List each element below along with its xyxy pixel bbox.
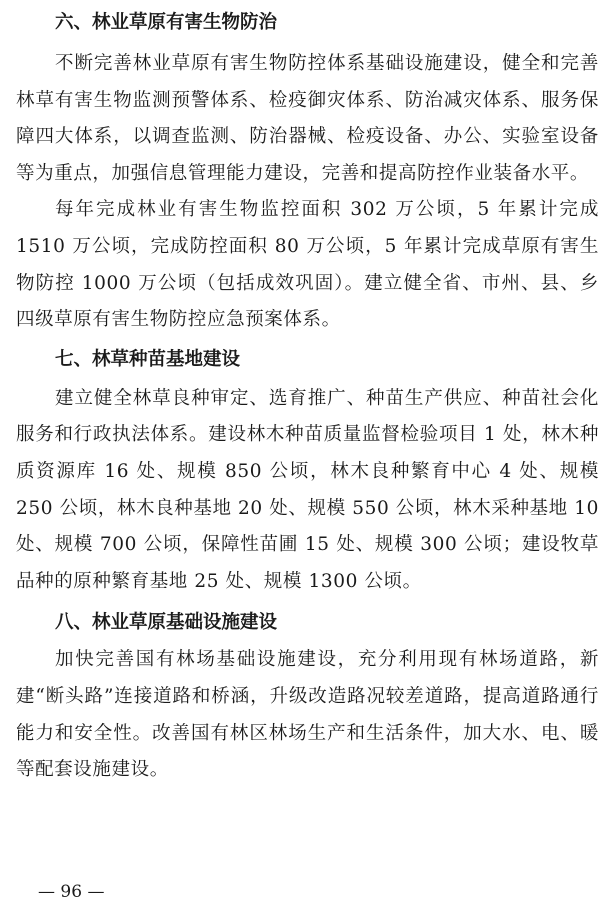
paragraph-pest-control-system: 不断完善林业草原有害生物防控体系基础设施建设，健全和完善林草有害生物监测预警体系、检疫御灾体系、防治减灾体系、服务保障四大体系，以调查监测、防治器械、检疫设备、办公、实验室设备等为重点，加强信息管理能力建设，完善和提高防控作业装备水平。 xyxy=(16,53,599,184)
section-heading-seedling-base: 七、林草种苗基地建设 xyxy=(55,348,241,370)
page-number: — 96 — xyxy=(38,882,105,902)
paragraph-seedling-base: 建立健全林草良种审定、选育推广、种苗生产供应、种苗社会化服务和行政执法体系。建设林木种苗质量监督检验项目 1 处，林木种质资源库 16 处、规模 850 公顷，林木良种繁育中心 4 处、规模 250 公顷，林木良种基地 20 处、规模 550 公顷，林木采种基地 10 处、规模 700 公顷，保障性苗圃 15 处、规模 300 公顷；建设牧草品种的原种繁育基地 25 处、规模 1300 公顷。 xyxy=(16,387,599,592)
section-heading-pest-control: 六、林业草原有害生物防治 xyxy=(55,12,278,33)
paragraph-infrastructure: 加快完善国有林场基础设施建设，充分利用现有林场道路，新建“断头路”连接道路和桥涵，升级改造路况较差道路，提高道路通行能力和安全性。改善国有林区林场生产和生活条件，加大水、电、暖等配套设施建设。 xyxy=(16,649,599,781)
section-heading-infrastructure: 八、林业草原基础设施建设 xyxy=(55,612,278,634)
paragraph-pest-control-targets: 每年完成林业有害生物监控面积 302 万公顷，5 年累计完成 1510 万公顷，完成防控面积 80 万公顷，5 年累计完成草原有害生物防控 1000 万公顷（包括成效巩固）。建立健全省、市州、县、乡四级草原有害生物防控应急预案体系。 xyxy=(16,199,599,331)
